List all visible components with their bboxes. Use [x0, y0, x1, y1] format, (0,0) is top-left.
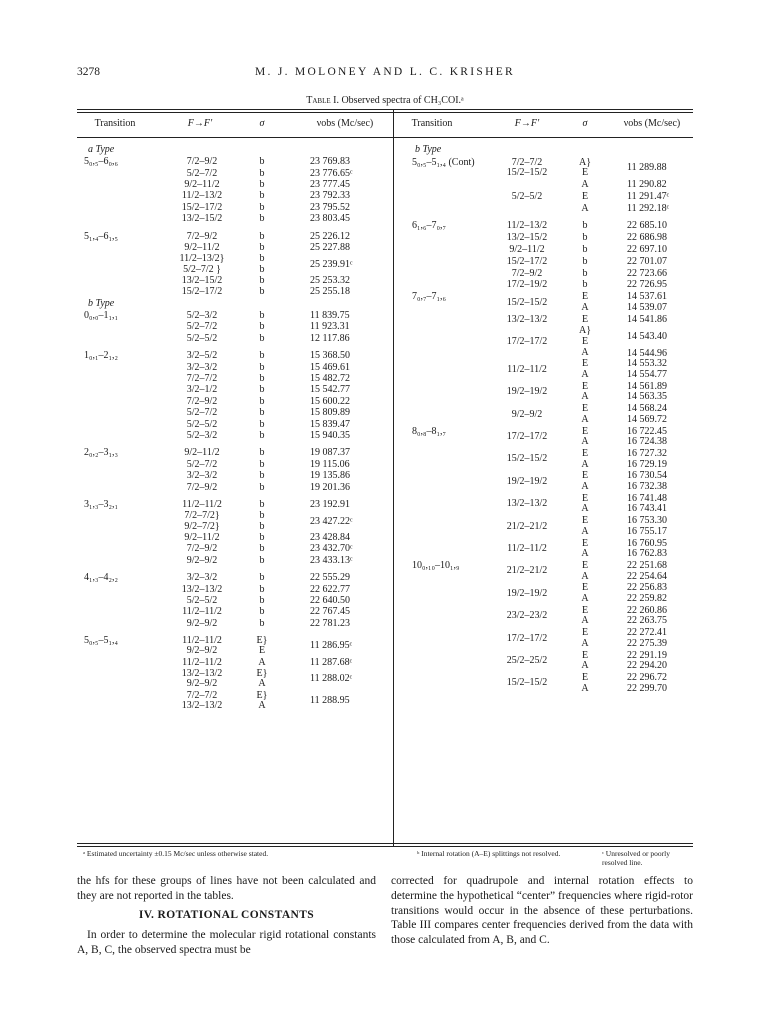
sigma-value: b [259, 606, 265, 618]
ff-value: 15/2–17/2 [506, 255, 548, 267]
ff-value: 5/2–5/2 [186, 332, 218, 344]
frequency-value: 14 561.89 [627, 380, 667, 392]
sigma-value: b [582, 279, 588, 291]
transition-label: 1₀,₁–2₁,₂ [84, 350, 118, 362]
sigma-value: b [259, 230, 265, 242]
frequency-value: 22 640.50 [310, 595, 350, 606]
frequency-value: 22 251.68 [627, 560, 667, 571]
ff-value: 17/2–17/2 [506, 430, 548, 442]
sigma-value: E [581, 167, 589, 179]
ff-value: 9/2–9/2 [186, 617, 218, 629]
ff-value: 13/2–13/2 [506, 498, 548, 510]
frequency-value: 11 839.75 [310, 310, 350, 321]
frequency-value: 15 940.35 [310, 430, 350, 441]
frequency-value: 16 724.38 [627, 436, 667, 448]
section-label: b Type [415, 144, 442, 155]
sigma-value: A [581, 615, 589, 627]
transition-label: 4₁,₃–4₂,₂ [84, 572, 118, 584]
frequency-value: 15 542.77 [310, 384, 350, 396]
col-header-sigma-left: σ [259, 118, 265, 129]
ff-value: 7/2–9/2 [186, 481, 218, 493]
ff-value: 9/2–9/2 [186, 554, 218, 566]
sigma-value: E} [256, 689, 268, 701]
sigma-value: b [259, 242, 265, 253]
frequency-value: 25 239.91ᶜ [310, 258, 353, 270]
frequency-value: 14 544.96 [627, 347, 667, 359]
frequency-value: 22 263.75 [627, 615, 667, 627]
sigma-value: E [581, 336, 589, 347]
frequency-value: 11 292.18ᶜ [627, 202, 670, 214]
ff-value: 9/2–11/2 [184, 242, 220, 253]
sigma-value: E [581, 492, 589, 504]
sigma-value: E [581, 470, 589, 482]
sigma-value: b [259, 190, 265, 202]
frequency-value: 23 433.13ᶜ [310, 554, 353, 566]
ff-value: 13/2–13/2 [181, 700, 223, 711]
page-header [77, 66, 693, 82]
body-paragraph-left-2: In order to determine the molecular rigid rotational constants A, B, C, the observed spectra must be [77, 929, 376, 957]
sigma-value: A [581, 458, 589, 470]
table-bottom-rule [77, 843, 693, 844]
ff-value: 11/2–11/2 [507, 363, 547, 375]
sigma-value: b [259, 510, 265, 522]
ff-value: 21/2–21/2 [506, 565, 548, 577]
frequency-value: 23 192.91 [310, 499, 350, 510]
ff-value: 13/2–13/2 [181, 583, 223, 595]
frequency-value: 11 289.88 [627, 161, 667, 173]
ff-value: 7/2–9/2 [511, 267, 543, 279]
sigma-value: b [259, 595, 265, 606]
frequency-value: 22 254.64 [627, 570, 667, 582]
sigma-value: b [259, 418, 265, 430]
ff-value: 5/2–3/2 [186, 310, 218, 321]
sigma-value: E [581, 515, 589, 527]
sigma-value: A [581, 548, 589, 560]
sigma-value: A [581, 570, 589, 582]
ff-value: 5/2–3/2 [186, 430, 218, 441]
frequency-value: 11 288.02ᶜ [310, 673, 353, 685]
frequency-value: 14 569.72 [627, 413, 667, 425]
frequency-value: 23 803.45 [310, 213, 350, 225]
sigma-value: b [259, 407, 265, 419]
table-label: Table I. [306, 95, 339, 106]
ff-value: 7/2–9/2 [186, 156, 218, 168]
frequency-value: 14 537.61 [627, 291, 667, 303]
transition-label: 5₁,₄–6₁,₅ [84, 230, 118, 242]
sigma-value: E [581, 537, 589, 549]
frequency-value: 19 115.06 [310, 458, 350, 470]
ff-value: 23/2–23/2 [506, 610, 548, 622]
sigma-value: b [259, 583, 265, 595]
transition-label: 5₀,₅–5₁,₄ [84, 635, 118, 647]
sigma-value: b [259, 384, 265, 396]
frequency-value: 14 543.40 [627, 330, 667, 342]
sigma-value: A [581, 637, 589, 649]
page-number: 3278 [77, 66, 100, 78]
ff-value: 17/2–17/2 [506, 336, 548, 347]
sigma-value: E [581, 560, 589, 571]
sigma-value: b [259, 179, 265, 190]
frequency-value: 23 792.33 [310, 190, 350, 202]
ff-value: 7/2–9/2 [186, 395, 218, 407]
sigma-value: b [259, 361, 265, 373]
frequency-value: 16 729.19 [627, 458, 667, 470]
sigma-value: E [581, 358, 589, 370]
ff-value: 15/2–15/2 [506, 453, 548, 465]
transition-label: 7₀,₇–7₁,₆ [412, 291, 446, 303]
ff-value: 11/2–13/2} [179, 253, 225, 265]
ff-value: 5/2–7/2 [186, 321, 218, 333]
frequency-value: 23 795.52 [310, 201, 350, 213]
frequency-value: 16 753.30 [627, 515, 667, 527]
frequency-value: 11 288.95 [310, 694, 350, 706]
ff-value: 5/2–5/2 [186, 418, 218, 430]
col-header-nu-left: νobs (Mc/sec) [316, 118, 374, 129]
ff-value: 21/2–21/2 [506, 520, 548, 532]
sigma-value: A [581, 525, 589, 537]
transition-label: 3₁,₃–3₂,₁ [84, 499, 118, 510]
ff-value: 13/2–15/2 [181, 213, 223, 225]
sigma-value: A [581, 202, 589, 214]
sigma-value: b [259, 499, 265, 510]
sigma-value: b [582, 232, 588, 244]
sigma-value: A [581, 301, 589, 313]
frequency-value: 14 563.35 [627, 391, 667, 403]
sigma-value: A [258, 700, 266, 711]
frequency-value: 16 743.41 [627, 503, 667, 515]
frequency-value: 22 272.41 [627, 627, 667, 639]
frequency-value: 14 568.24 [627, 403, 667, 415]
frequency-value: 16 732.38 [627, 481, 667, 492]
sigma-value: b [259, 458, 265, 470]
sigma-value: E [581, 313, 589, 325]
frequency-value: 23 432.70ᶜ [310, 543, 353, 555]
ff-value: 7/2–7/2 [511, 156, 543, 168]
frequency-value: 15 469.61 [310, 361, 350, 373]
ff-value: 7/2–9/2 [186, 543, 218, 555]
table-top-rule [77, 109, 693, 110]
frequency-value: 22 686.98 [627, 232, 667, 244]
ff-value: 7/2–7/2 [186, 689, 218, 701]
frequency-value: 16 741.48 [627, 492, 667, 504]
frequency-value: 22 260.86 [627, 604, 667, 616]
sigma-value: b [259, 201, 265, 213]
frequency-value: 15 600.22 [310, 395, 350, 407]
sigma-value: E [581, 403, 589, 415]
frequency-value: 22 726.95 [627, 279, 667, 291]
ff-value: 11/2–11/2 [182, 499, 222, 510]
frequency-value: 14 541.86 [627, 313, 667, 325]
frequency-value: 22 701.07 [627, 255, 667, 267]
frequency-value: 22 723.66 [627, 267, 667, 279]
col-header-transition-left: Transition [94, 118, 136, 129]
sigma-value: E [581, 380, 589, 392]
sigma-value: b [259, 332, 265, 344]
sigma-value: E [581, 425, 589, 437]
ff-value: 17/2–17/2 [506, 632, 548, 644]
sigma-value: A [581, 413, 589, 425]
sigma-value: b [259, 156, 265, 168]
running-head-authors: M. J. MOLONEY AND L. C. KRISHER [255, 66, 515, 78]
ff-value: 5/2–7/2 [186, 458, 218, 470]
sigma-value: b [259, 286, 265, 298]
sigma-value: A [581, 503, 589, 515]
ff-value: 15/2–17/2 [181, 201, 223, 213]
frequency-value: 22 781.23 [310, 617, 350, 629]
frequency-value: 16 722.45 [627, 425, 667, 437]
frequency-value: 19 135.86 [310, 470, 350, 482]
ff-value: 19/2–19/2 [506, 386, 548, 398]
ff-value: 13/2–13/2 [181, 668, 223, 680]
sigma-value: b [259, 373, 265, 384]
ff-value: 9/2–11/2 [509, 244, 545, 255]
frequency-value: 16 727.32 [627, 448, 667, 459]
table-top-rule-2 [77, 112, 693, 113]
frequency-value: 22 299.70 [627, 682, 667, 694]
sigma-value: b [259, 447, 265, 459]
sigma-value: E [581, 649, 589, 661]
ff-value: 7/2–7/2 [186, 373, 218, 384]
ff-value: 3/2–5/2 [186, 350, 218, 362]
ff-value: 25/2–25/2 [506, 654, 548, 666]
frequency-value: 23 777.45 [310, 179, 350, 190]
sigma-value: E [581, 604, 589, 616]
ff-value: 3/2–1/2 [186, 384, 218, 396]
sigma-value: E [581, 582, 589, 594]
frequency-value: 11 923.31 [310, 321, 350, 333]
ff-value: 15/2–15/2 [506, 296, 548, 308]
sigma-value: E [581, 291, 589, 303]
frequency-value: 15 809.89 [310, 407, 350, 419]
sigma-value: b [582, 255, 588, 267]
frequency-value: 23 769.83 [310, 156, 350, 168]
footnote-a: ᵃ Estimated uncertainty ±0.15 Mc/sec unless otherwise stated. [83, 849, 269, 858]
ff-value: 11/2–11/2 [182, 606, 222, 618]
frequency-value: 11 286.95ᶜ [310, 640, 353, 652]
ff-value: 5/2–7/2 [186, 407, 218, 419]
frequency-value: 11 291.47ᶜ [627, 190, 670, 202]
transition-label: 10₀,₁₀–10₁,₉ [412, 560, 460, 571]
ff-value: 9/2–11/2 [184, 532, 220, 543]
ff-value: 5/2–7/2 [186, 167, 218, 179]
transition-label: 5₀,₅–5₁,₄ (Cont) [412, 156, 475, 168]
frequency-value: 15 482.72 [310, 373, 350, 384]
transition-label: 0₀,₀–1₁,₁ [84, 310, 118, 321]
frequency-value: 23 427.22ᶜ [310, 515, 353, 527]
sigma-value: A [581, 481, 589, 492]
sigma-value: b [259, 263, 265, 275]
frequency-value: 22 697.10 [627, 244, 667, 255]
ff-value: 19/2–19/2 [506, 475, 548, 487]
frequency-value: 22 555.29 [310, 572, 350, 584]
sigma-value: E [581, 627, 589, 639]
header-bottom-rule [77, 137, 693, 138]
ff-value: 13/2–15/2 [506, 232, 548, 244]
frequency-value: 14 553.32 [627, 358, 667, 370]
ff-value: 5/2–5/2 [186, 595, 218, 606]
frequency-value: 16 760.95 [627, 537, 667, 549]
transition-label: 6₁,₆–7₀,₇ [412, 220, 446, 232]
table-caption [77, 95, 693, 106]
footnote-b: ᵇ Internal rotation (A–E) splittings not resolved. [417, 849, 561, 858]
frequency-value: 12 117.86 [310, 332, 350, 344]
sigma-value: E} [256, 668, 268, 680]
sigma-value: E [258, 645, 266, 657]
sigma-value: b [259, 275, 265, 286]
transition-label: 8₀,₈–8₁,₇ [412, 425, 446, 437]
frequency-value: 22 291.19 [627, 649, 667, 661]
frequency-value: 16 730.54 [627, 470, 667, 482]
ff-value: 11/2–13/2 [181, 190, 223, 202]
sigma-value: b [582, 220, 588, 232]
sigma-value: E} [256, 635, 268, 647]
section-heading: IV. ROTATIONAL CONSTANTS [138, 908, 315, 921]
frequency-value: 25 253.32 [310, 275, 350, 286]
sigma-value: E [581, 448, 589, 459]
ff-value: 7/2–7/2} [184, 510, 220, 522]
ff-value: 9/2–11/2 [184, 447, 220, 459]
sigma-value: b [259, 395, 265, 407]
ff-value: 5/2–7/2 } [183, 263, 221, 275]
column-divider [393, 109, 394, 846]
sigma-value: b [259, 532, 265, 543]
sigma-value: A [581, 682, 589, 694]
sigma-value: A} [578, 325, 592, 337]
ff-value: 7/2–9/2 [186, 230, 218, 242]
table-footnotes [77, 849, 693, 867]
sigma-value: b [259, 572, 265, 584]
frequency-value: 15 839.47 [310, 418, 350, 430]
frequency-value: 25 226.12 [310, 230, 350, 242]
frequency-value: 25 255.18 [310, 286, 350, 298]
ff-value: 9/2–9/2 [186, 678, 218, 690]
frequency-value: 11 290.82 [627, 179, 667, 190]
frequency-value: 19 087.37 [310, 447, 350, 459]
sigma-value: b [259, 470, 265, 482]
sigma-value: b [259, 350, 265, 362]
ff-value: 11/2–11/2 [507, 542, 547, 554]
sigma-value: b [259, 167, 265, 179]
ff-value: 11/2–13/2 [506, 220, 548, 232]
sigma-value: E [581, 190, 589, 202]
frequency-value: 14 539.07 [627, 301, 667, 313]
frequency-value: 22 294.20 [627, 660, 667, 672]
section-label: b Type [88, 297, 115, 309]
sigma-value: A [581, 436, 589, 448]
frequency-value: 25 227.88 [310, 242, 350, 253]
frequency-value: 22 685.10 [627, 220, 667, 232]
transition-label: 5₀,₅–6₀,₆ [84, 156, 118, 168]
frequency-value: 19 201.36 [310, 481, 350, 493]
col-header-nu-right: νobs (Mc/sec) [623, 118, 681, 129]
sigma-value: A [581, 391, 589, 403]
ff-value: 15/2–15/2 [506, 167, 548, 179]
frequency-value: 14 554.77 [627, 369, 667, 380]
col-header-ff-right: F→F′ [514, 118, 540, 129]
frequency-value: 23 428.84 [310, 532, 350, 543]
frequency-value: 22 256.83 [627, 582, 667, 594]
sigma-value: b [259, 617, 265, 629]
sigma-value: b [259, 253, 265, 265]
ff-value: 5/2–5/2 [511, 190, 543, 202]
section-label: a Type [88, 144, 115, 155]
frequency-value: 22 296.72 [627, 672, 667, 683]
sigma-value: b [259, 213, 265, 225]
body-paragraph-left-1: the hfs for these groups of lines have not been calculated and they are not reported in the tables. [77, 875, 376, 902]
sigma-value: b [582, 267, 588, 279]
table-caption-text: Observed spectra of CH₃COI.ᵃ [338, 95, 464, 106]
ff-value: 13/2–13/2 [506, 313, 548, 325]
sigma-value: b [259, 554, 265, 566]
frequency-value: 16 762.83 [627, 548, 667, 560]
sigma-value: b [259, 321, 265, 333]
ff-value: 11/2–11/2 [182, 635, 222, 647]
body-paragraph-right: corrected for quadrupole and internal rotation effects to determine the hypothetical “center” frequencies where rigid-rotor transitions would occur in the absence of these perturbations. Table III compares center frequencies derived from the data with those calculated from A, B, and C. [391, 875, 693, 947]
ff-value: 9/2–11/2 [184, 179, 220, 190]
col-header-transition-right: Transition [411, 118, 453, 129]
ff-value: 3/2–3/2 [186, 470, 218, 482]
ff-value: 15/2–15/2 [506, 677, 548, 689]
sigma-value: A [581, 346, 589, 358]
frequency-value: 22 767.45 [310, 606, 350, 618]
sigma-value: A [258, 656, 266, 668]
ff-value: 15/2–17/2 [181, 286, 223, 298]
sigma-value: b [582, 244, 588, 255]
ff-value: 9/2–9/2 [186, 645, 218, 657]
ff-value: 3/2–3/2 [186, 361, 218, 373]
frequency-value: 15 368.50 [310, 350, 350, 362]
ff-value: 13/2–15/2 [181, 275, 223, 286]
table-bottom-rule-2 [77, 846, 693, 847]
sigma-value: A [258, 678, 266, 690]
ff-value: 17/2–19/2 [506, 279, 548, 291]
sigma-value: A [581, 369, 589, 380]
sigma-value: A [581, 660, 589, 672]
sigma-value: b [259, 481, 265, 493]
body-left-column [77, 874, 376, 958]
sigma-value: A [581, 593, 589, 604]
ff-value: 11/2–11/2 [182, 656, 222, 668]
col-header-sigma-right: σ [582, 118, 588, 129]
body-right-column [391, 874, 693, 948]
frequency-value: 22 275.39 [627, 637, 667, 649]
frequency-value: 22 259.82 [627, 593, 667, 604]
col-header-ff-left: F→F′ [187, 118, 213, 129]
sigma-value: A} [578, 156, 592, 168]
sigma-value: b [259, 520, 265, 532]
sigma-value: A [581, 179, 589, 190]
sigma-value: b [259, 310, 265, 321]
ff-value: 3/2–3/2 [186, 572, 218, 584]
sigma-value: b [259, 430, 265, 441]
footnote-c: ᶜ Unresolved or poorly resolved line. [602, 849, 670, 867]
ff-value: 9/2–9/2 [511, 408, 543, 420]
sigma-value: E [581, 672, 589, 683]
frequency-value: 16 755.17 [627, 525, 667, 537]
transition-label: 2₀,₂–3₁,₃ [84, 447, 118, 459]
sigma-value: b [259, 543, 265, 555]
frequency-value: 11 287.68ᶜ [310, 656, 353, 668]
ff-value: 9/2–7/2} [184, 520, 220, 532]
frequency-value: 23 776.65ᶜ [310, 167, 353, 179]
frequency-value: 22 622.77 [310, 583, 350, 595]
ff-value: 19/2–19/2 [506, 587, 548, 599]
